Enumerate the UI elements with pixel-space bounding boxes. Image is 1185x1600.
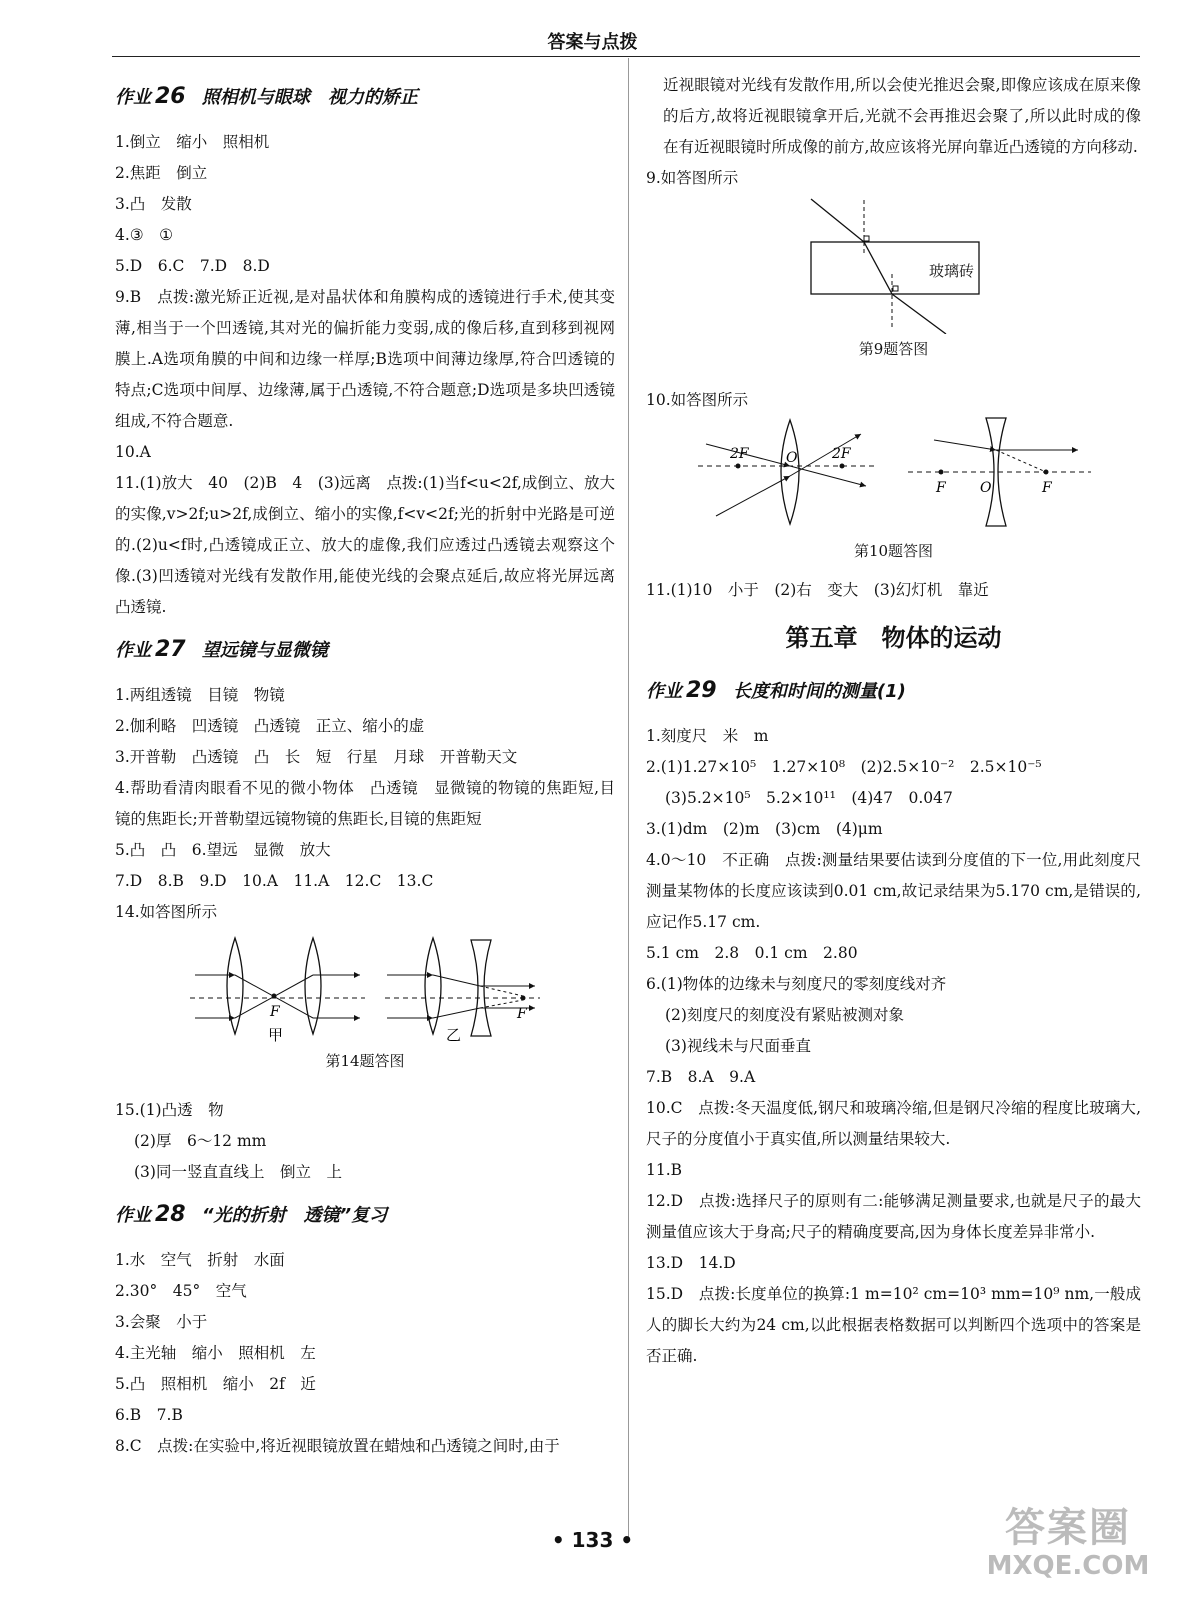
hw28-line-5: 5.凸 照相机 缩小 2f 近: [115, 1375, 316, 1393]
figure-10-F1: F: [936, 480, 946, 496]
figure-10-left-2F: 2F: [730, 446, 749, 462]
figure-9-diagram: [646, 194, 1141, 334]
hw27-heading: [115, 633, 615, 668]
figure-10-convex-diagram: [698, 420, 874, 524]
hw27-q4: 4.帮助看清肉眼看不见的微小物体 凸透镜 显微镜的物镜的焦距短,目镜的焦距长;开普勒望远镜物镜的焦距长,目镜的焦距短: [115, 779, 615, 828]
hw26-line-4: 4.③ ①: [115, 226, 174, 244]
hw27-line-5: 5.凸 凸 6.望远 显微 放大: [115, 841, 331, 859]
hw29-q2-line-2: (3)5.2×10⁵ 5.2×10¹¹ (4)47 0.047: [665, 789, 953, 807]
hw27-q15-1: 15.(1)凸透 物: [115, 1101, 224, 1119]
hw29-q6-line-3: (3)视线未与尺面垂直: [665, 1037, 811, 1055]
chapter-title: 第五章 物体的运动: [785, 624, 1002, 652]
hw26-prefix: 作业: [115, 87, 151, 108]
page-number: • 133 •: [551, 1528, 634, 1552]
hw29-title: 长度和时间的测量(1): [732, 681, 906, 702]
hw28-line-1: 1.水 空气 折射 水面: [115, 1251, 285, 1269]
hw26-heading: [115, 80, 615, 115]
figure-10: [646, 416, 1141, 536]
figure-10-concave-diagram: [908, 418, 1091, 526]
figure-14-caption: 第14题答图: [325, 1052, 405, 1070]
hw26-q11: 11.(1)放大 40 (2)B 4 (3)远离 点拨:(1)当f<u<2f,成倒立、放大的实像,v>2f;u>2f,成倒立、缩小的实像,f<v<2f;光的折射中光路是可逆的.(2)u<f时,凸透镜成正立、放大的虚像,我们应透过凸透镜去观察这个像.(3)凹透镜对光线有发散作用,能使光线的会聚点延后,故应将光屏远离凸透镜.: [115, 474, 615, 616]
hw29-q15: 15.D 点拨:长度单位的换算:1 m=10² cm=10³ mm=10⁹ nm,一般成人的脚长大约为24 cm,以此根据表格数据可以判断四个选项中的答案是否正确.: [646, 1285, 1141, 1365]
figure-14-jia-F: F: [270, 1004, 280, 1020]
hw29-prefix: 作业: [646, 681, 682, 702]
figure-9: [646, 194, 1141, 334]
figure-10-left-O: O: [786, 450, 798, 466]
hw29-number: 29: [686, 678, 717, 703]
hw26-title: 照相机与眼球 视力的矫正: [201, 87, 418, 108]
watermark-top: 答案圈: [1005, 1505, 1131, 1551]
figure-10-F2: F: [1042, 480, 1052, 496]
hw27-number: 27: [155, 637, 186, 662]
hw27-title: 望远镜与显微镜: [201, 640, 328, 661]
hw28-heading: [115, 1198, 615, 1233]
hw26-line-1: 1.倒立 缩小 照相机: [115, 133, 270, 151]
hw28-line-3: 3.会聚 小于: [115, 1313, 208, 1331]
figure-14-yi-label: 乙: [446, 1026, 462, 1044]
figure-10-right-2F: 2F: [832, 446, 851, 462]
hw28-prefix: 作业: [115, 1205, 151, 1226]
left-column: [115, 70, 615, 1462]
hw27-q15-3: (3)同一竖直直线上 倒立 上: [134, 1163, 342, 1181]
hw27-line-3: 3.开普勒 凸透镜 凸 长 短 行星 月球 开普勒天文: [115, 748, 518, 766]
watermark-bottom: MXQE.COM: [986, 1551, 1150, 1581]
figure-14-yi-F: F: [517, 1006, 527, 1022]
hw27-line-7: 7.D 8.B 9.D 10.A 11.A 12.C 13.C: [115, 872, 434, 890]
hw29-q3: 3.(1)dm (2)m (3)cm (4)μm: [646, 820, 883, 838]
hw29-q5: 5.1 cm 2.8 0.1 cm 2.80: [646, 944, 858, 962]
hw28-q9: 9.如答图所示: [646, 169, 739, 187]
hw26-line-3: 3.凸 发散: [115, 195, 192, 213]
hw26-line-2: 2.焦距 倒立: [115, 164, 208, 182]
hw28-q10: 10.如答图所示: [646, 391, 749, 409]
hw28-line-8: 8.C 点拨:在实验中,将近视眼镜放置在蜡烛和凸透镜之间时,由于: [115, 1437, 560, 1455]
hw29-q12: 12.D 点拨:选择尺子的原则有二:能够满足测量要求,也就是尺子的最大测量值应该大于身高;尺子的精确度要高,因为身体长度差异非常小.: [646, 1192, 1141, 1241]
figure-10-caption: 第10题答图: [853, 542, 934, 560]
hw27-q15-2: (2)厚 6～12 mm: [134, 1132, 267, 1150]
column-divider: [628, 58, 629, 1538]
figure-10-diagram: [646, 416, 1141, 536]
hw27-line-14: 14.如答图所示: [115, 903, 218, 921]
hw29-q10: 10.C 点拨:冬天温度低,钢尺和玻璃冷缩,但是钢尺冷缩的程度比玻璃大,尺子的分度值小于真实值,所以测量结果较大.: [646, 1099, 1141, 1148]
hw27-prefix: 作业: [115, 640, 151, 661]
hw28-number: 28: [155, 1202, 186, 1227]
hw26-q9: 9.B 点拨:激光矫正近视,是对晶状体和角膜构成的透镜进行手术,使其变薄,相当于一个凹透镜,其对光的偏折能力变弱,成的像后移,直到移到视网膜上.A选项角膜的中间和边缘一样厚;B选项中间薄边缘厚,符合凹透镜的特点;C选项中间厚、边缘薄,属于凸透镜,不符合题意;D选项是多块凹透镜组成,不符合题意.: [115, 288, 615, 430]
hw29-q6-line-2: (2)刻度尺的刻度没有紧贴被测对象: [665, 1006, 904, 1024]
hw29-q2-line-1: 2.(1)1.27×10⁵ 1.27×10⁸ (2)2.5×10⁻² 2.5×10⁻⁵: [646, 758, 1042, 776]
hw26-line-5: 5.D 6.C 7.D 8.D: [115, 257, 270, 275]
hw28-line-6: 6.B 7.B: [115, 1406, 183, 1424]
figure-14-jia-label: 甲: [268, 1026, 284, 1044]
figure-14-diagram: [115, 928, 615, 1046]
hw28-line-2: 2.30° 45° 空气: [115, 1282, 247, 1300]
hw29-heading: [646, 674, 1141, 709]
hw29-q4: 4.0～10 不正确 点拨:测量结果要估读到分度值的下一位,用此刻度尺测量某物体的长度应该读到0.01 cm,故记录结果为5.170 cm,是错误的,应记作5.17 cm.: [646, 851, 1141, 931]
hw28-q11: 11.(1)10 小于 (2)右 变大 (3)幻灯机 靠近: [646, 581, 989, 599]
hw29-q11: 11.B: [646, 1161, 683, 1179]
hw28-title: “光的折射 透镜”复习: [201, 1205, 388, 1226]
hw29-q1: 1.刻度尺 米 m: [646, 727, 769, 745]
hw27-line-2: 2.伽利略 凹透镜 凸透镜 正立、缩小的虚: [115, 717, 425, 735]
figure-14: [115, 928, 615, 1046]
hw29-q6-line-1: 6.(1)物体的边缘未与刻度尺的零刻度线对齐: [646, 975, 947, 993]
hw29-q13: 13.D 14.D: [646, 1254, 736, 1272]
hw27-line-1: 1.两组透镜 目镜 物镜: [115, 686, 285, 704]
figure-10-O2: O: [980, 480, 992, 496]
hw29-q7: 7.B 8.A 9.A: [646, 1068, 756, 1086]
figure-9-caption: 第9题答图: [858, 340, 929, 358]
header-rule: [112, 56, 1140, 57]
hw28-q8-continued: 近视眼镜对光线有发散作用,所以会使光推迟会聚,即像应该成在原来像的后方,故将近视眼镜拿开后,光就不会再推迟会聚了,所以此时成的像在有近视眼镜时所成像的前方,故应该将光屏向靠近凸透镜的方向移动.: [663, 76, 1141, 156]
hw26-q10: 10.A: [115, 443, 151, 461]
figure-9-glass-label: 玻璃砖: [929, 262, 975, 280]
hw26-number: 26: [155, 84, 186, 109]
watermark-logo: [978, 1505, 1158, 1581]
page-header: 答案与点拨: [547, 32, 638, 53]
right-column: [646, 70, 1141, 1372]
hw28-line-4: 4.主光轴 缩小 照相机 左: [115, 1344, 316, 1362]
